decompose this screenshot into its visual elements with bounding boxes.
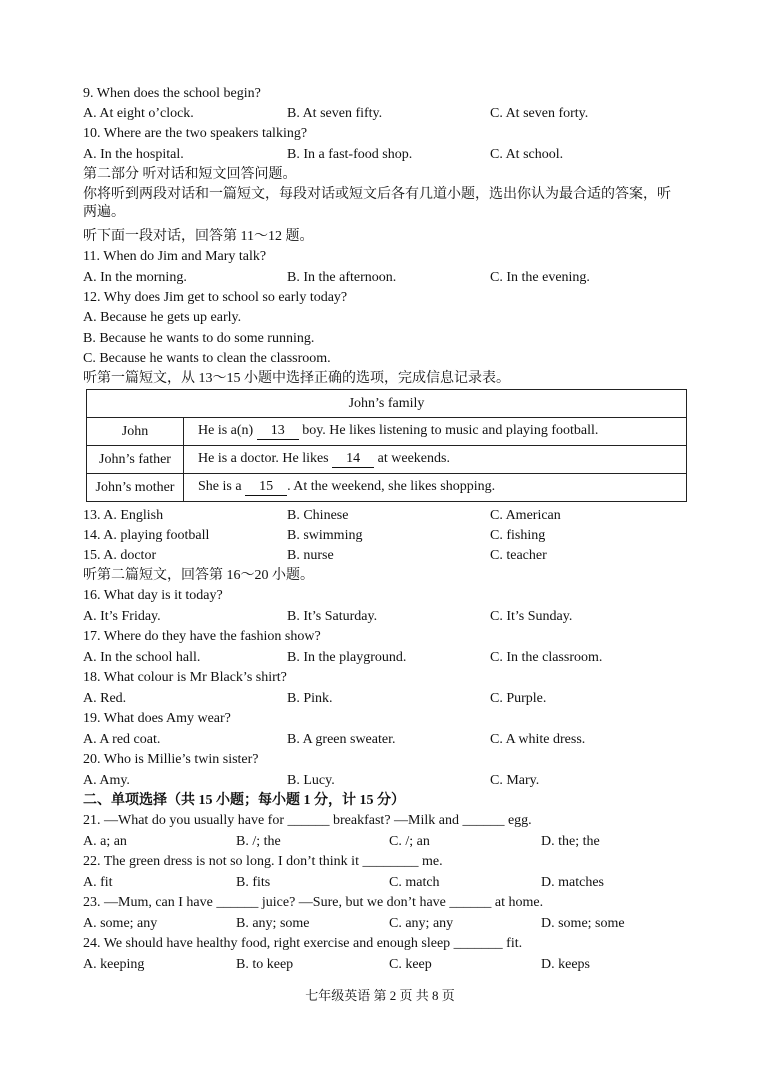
table-row [87,474,687,502]
q20-option-c: C. Mary. [490,773,540,788]
q18-option-c: C. Purple. [490,691,547,706]
q24-option-d: D. keeps [541,957,590,972]
row-text: He is a doctor. He likes 14 at weekends. [184,446,687,474]
question-12: 12. Why does Jim get to school so early today? [83,290,348,305]
q17-option-a: A. In the school hall. [83,650,201,665]
q24-option-c: C. keep [389,957,432,972]
page-footer: 七年级英语 第 2 页 共 8 页 [305,988,455,1003]
q22-option-a: A. fit [83,875,113,890]
passage1-intro: 听第一篇短文，从 13～15 小题中选择正确的选项，完成信息记录表。 [83,371,510,386]
q12-option-c: C. Because he wants to clean the classroom. [83,351,331,366]
question-19: 19. What does Amy wear? [83,711,231,726]
table-row [87,446,687,474]
blank-15: 15 [245,479,287,496]
q15-option-a: 15. A. doctor [83,548,157,563]
question-21: 21. —What do you usually have for ______ breakfast? —Milk and ______ egg. [83,813,532,828]
q22-option-b: B. fits [236,875,271,890]
row-name: John’s mother [87,474,184,502]
q9-option-a: A. At eight o’clock. [83,106,194,121]
question-9: 9. When does the school begin? [83,86,261,101]
q23-option-c: C. any; any [389,916,454,931]
q12-option-b: B. Because he wants to do some running. [83,331,315,346]
q14-option-b: B. swimming [287,528,363,543]
q19-option-c: C. A white dress. [490,732,586,747]
q19-option-b: B. A green sweater. [287,732,396,747]
info-record-table [86,389,687,502]
row-text: She is a 15 . At the weekend, she likes shopping. [184,474,687,502]
q22-option-c: C. match [389,875,440,890]
q10-option-a: A. In the hospital. [83,147,184,162]
q10-option-c: C. At school. [490,147,564,162]
q9-option-c: C. At seven forty. [490,106,589,121]
question-24: 24. We should have healthy food, right exercise and enough sleep _______ fit. [83,936,523,951]
q18-option-a: A. Red. [83,691,127,706]
q16-option-b: B. It’s Saturday. [287,609,378,624]
table-header: John’s family [87,390,687,418]
q21-option-a: A. a; an [83,834,127,849]
q15-option-c: C. teacher [490,548,547,563]
q11-option-b: B. In the afternoon. [287,270,397,285]
q11-option-a: A. In the morning. [83,270,187,285]
q21-option-d: D. the; the [541,834,600,849]
q14-option-c: C. fishing [490,528,546,543]
row-name: John’s father [87,446,184,474]
q23-option-d: D. some; some [541,916,625,931]
q19-option-a: A. A red coat. [83,732,161,747]
question-22: 22. The green dress is not so long. I don’t think it ________ me. [83,854,443,869]
q22-option-d: D. matches [541,875,604,890]
q21-option-b: B. /; the [236,834,281,849]
q24-option-b: B. to keep [236,957,294,972]
part2-title: 第二部分 听对话和短文回答问题。 [83,167,297,182]
question-16: 16. What day is it today? [83,588,223,603]
q15-option-b: B. nurse [287,548,334,563]
question-17: 17. Where do they have the fashion show? [83,629,321,644]
q9-option-b: B. At seven fifty. [287,106,383,121]
q10-option-b: B. In a fast-food shop. [287,147,413,162]
blank-13: 13 [257,423,299,440]
passage2-intro: 听第二篇短文，回答第 16～20 小题。 [83,568,314,583]
q23-option-a: A. some; any [83,916,158,931]
row-name: John [87,418,184,446]
q12-option-a: A. Because he gets up early. [83,310,242,325]
q18-option-b: B. Pink. [287,691,333,706]
q21-option-c: C. /; an [389,834,430,849]
question-10: 10. Where are the two speakers talking? [83,126,308,141]
q13-option-c: C. American [490,508,561,523]
question-11: 11. When do Jim and Mary talk? [83,249,267,264]
q17-option-b: B. In the playground. [287,650,407,665]
q13-option-b: B. Chinese [287,508,349,523]
blank-14: 14 [332,451,374,468]
part2-instruction: 你将听到两段对话和一篇短文，每段对话或短文后各有几道小题，选出你认为最合适的答案，听两遍。 [83,187,671,220]
q16-option-a: A. It’s Friday. [83,609,161,624]
q11-option-c: C. In the evening. [490,270,590,285]
q24-option-a: A. keeping [83,957,145,972]
dialogue-intro: 听下面一段对话，回答第 11～12 题。 [83,229,314,244]
q23-option-b: B. any; some [236,916,310,931]
q20-option-b: B. Lucy. [287,773,335,788]
table-row [87,418,687,446]
row-text: He is a(n) 13 boy. He likes listening to music and playing football. [184,418,687,446]
section2-title: 二、单项选择（共 15 小题；每小题 1 分，计 15 分） [83,793,405,808]
q16-option-c: C. It’s Sunday. [490,609,573,624]
q20-option-a: A. Amy. [83,773,130,788]
q17-option-c: C. In the classroom. [490,650,603,665]
question-18: 18. What colour is Mr Black’s shirt? [83,670,287,685]
question-20: 20. Who is Millie’s twin sister? [83,752,259,767]
q14-option-a: 14. A. playing football [83,528,210,543]
q13-option-a: 13. A. English [83,508,164,523]
question-23: 23. —Mum, can I have ______ juice? —Sure, but we don’t have ______ at home. [83,895,544,910]
